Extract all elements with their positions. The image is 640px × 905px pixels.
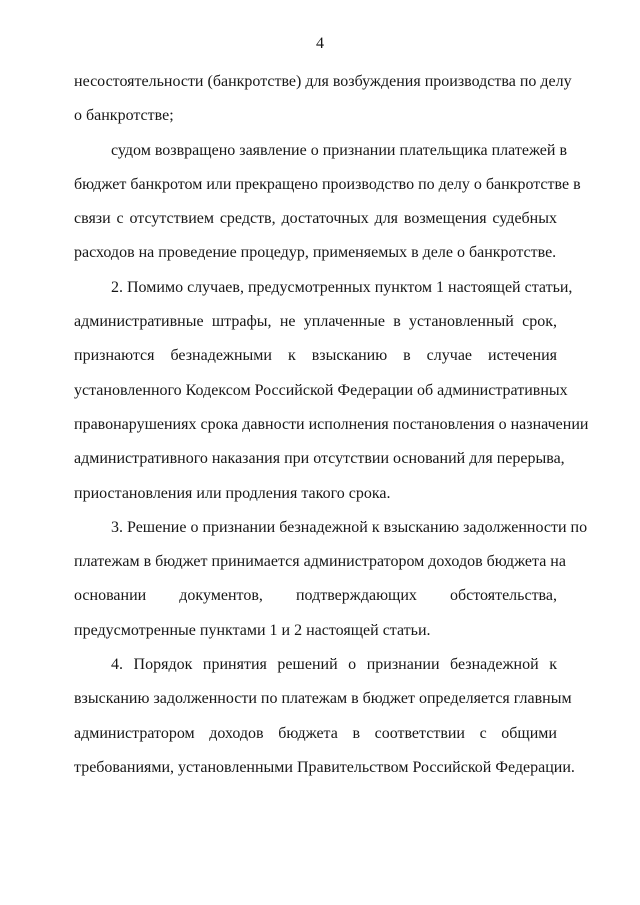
text-line: несостоятельности (банкротстве) для возбуждения производства по делу xyxy=(74,73,572,90)
text-line: установленного Кодексом Российской Федерации об административных xyxy=(74,381,568,399)
text-line: расходов на проведение процедур, применяемых в деле о банкротстве. xyxy=(74,244,557,262)
text-line: приостановления или продления такого срока. xyxy=(74,484,391,502)
text-line: административного наказания при отсутствии оснований для перерыва, xyxy=(74,450,565,468)
text-line: администратором доходов бюджета в соответствии с общими xyxy=(74,724,557,742)
text-line: взысканию задолженности по платежам в бюджет определяется главным xyxy=(74,690,572,708)
page-number: 4 xyxy=(316,35,324,52)
text-line: о банкротстве; xyxy=(74,107,174,125)
text-line: правонарушениях срока давности исполнения постановления о назначении xyxy=(74,415,589,433)
text-line: признаются безнадежными к взысканию в случае истечения xyxy=(74,347,557,365)
text-line: судом возвращено заявление о признании плательщика платежей в xyxy=(111,141,567,159)
document-body xyxy=(74,70,589,790)
text-line: платежам в бюджет принимается администратором доходов бюджета на xyxy=(74,553,566,571)
text-line: 3. Решение о признании безнадежной к взысканию задолженности по xyxy=(111,518,588,536)
text-line: 4. Порядок принятия решений о признании безнадежной к xyxy=(111,656,557,674)
text-line: бюджет банкротом или прекращено производство по делу о банкротстве в xyxy=(74,175,581,193)
paragraph-court-returned xyxy=(74,139,581,276)
text-line: связи с отсутствием средств, достаточных для возмещения судебных xyxy=(74,210,557,228)
text-line: 2. Помимо случаев, предусмотренных пунктом 1 настоящей статьи, xyxy=(111,278,573,296)
paragraph-item-4 xyxy=(74,653,575,790)
paragraph-item-2 xyxy=(74,276,589,516)
text-line: предусмотренные пунктами 1 и 2 настоящей статьи. xyxy=(74,621,431,639)
text-line: основании документов, подтверждающих обстоятельства, xyxy=(74,587,557,605)
paragraph-item-3 xyxy=(74,516,588,653)
text-line: административные штрафы, не уплаченные в установленный срок, xyxy=(74,313,557,331)
paragraph-continuation xyxy=(74,70,572,139)
text-line: требованиями, установленными Правительством Российской Федерации. xyxy=(74,758,575,776)
